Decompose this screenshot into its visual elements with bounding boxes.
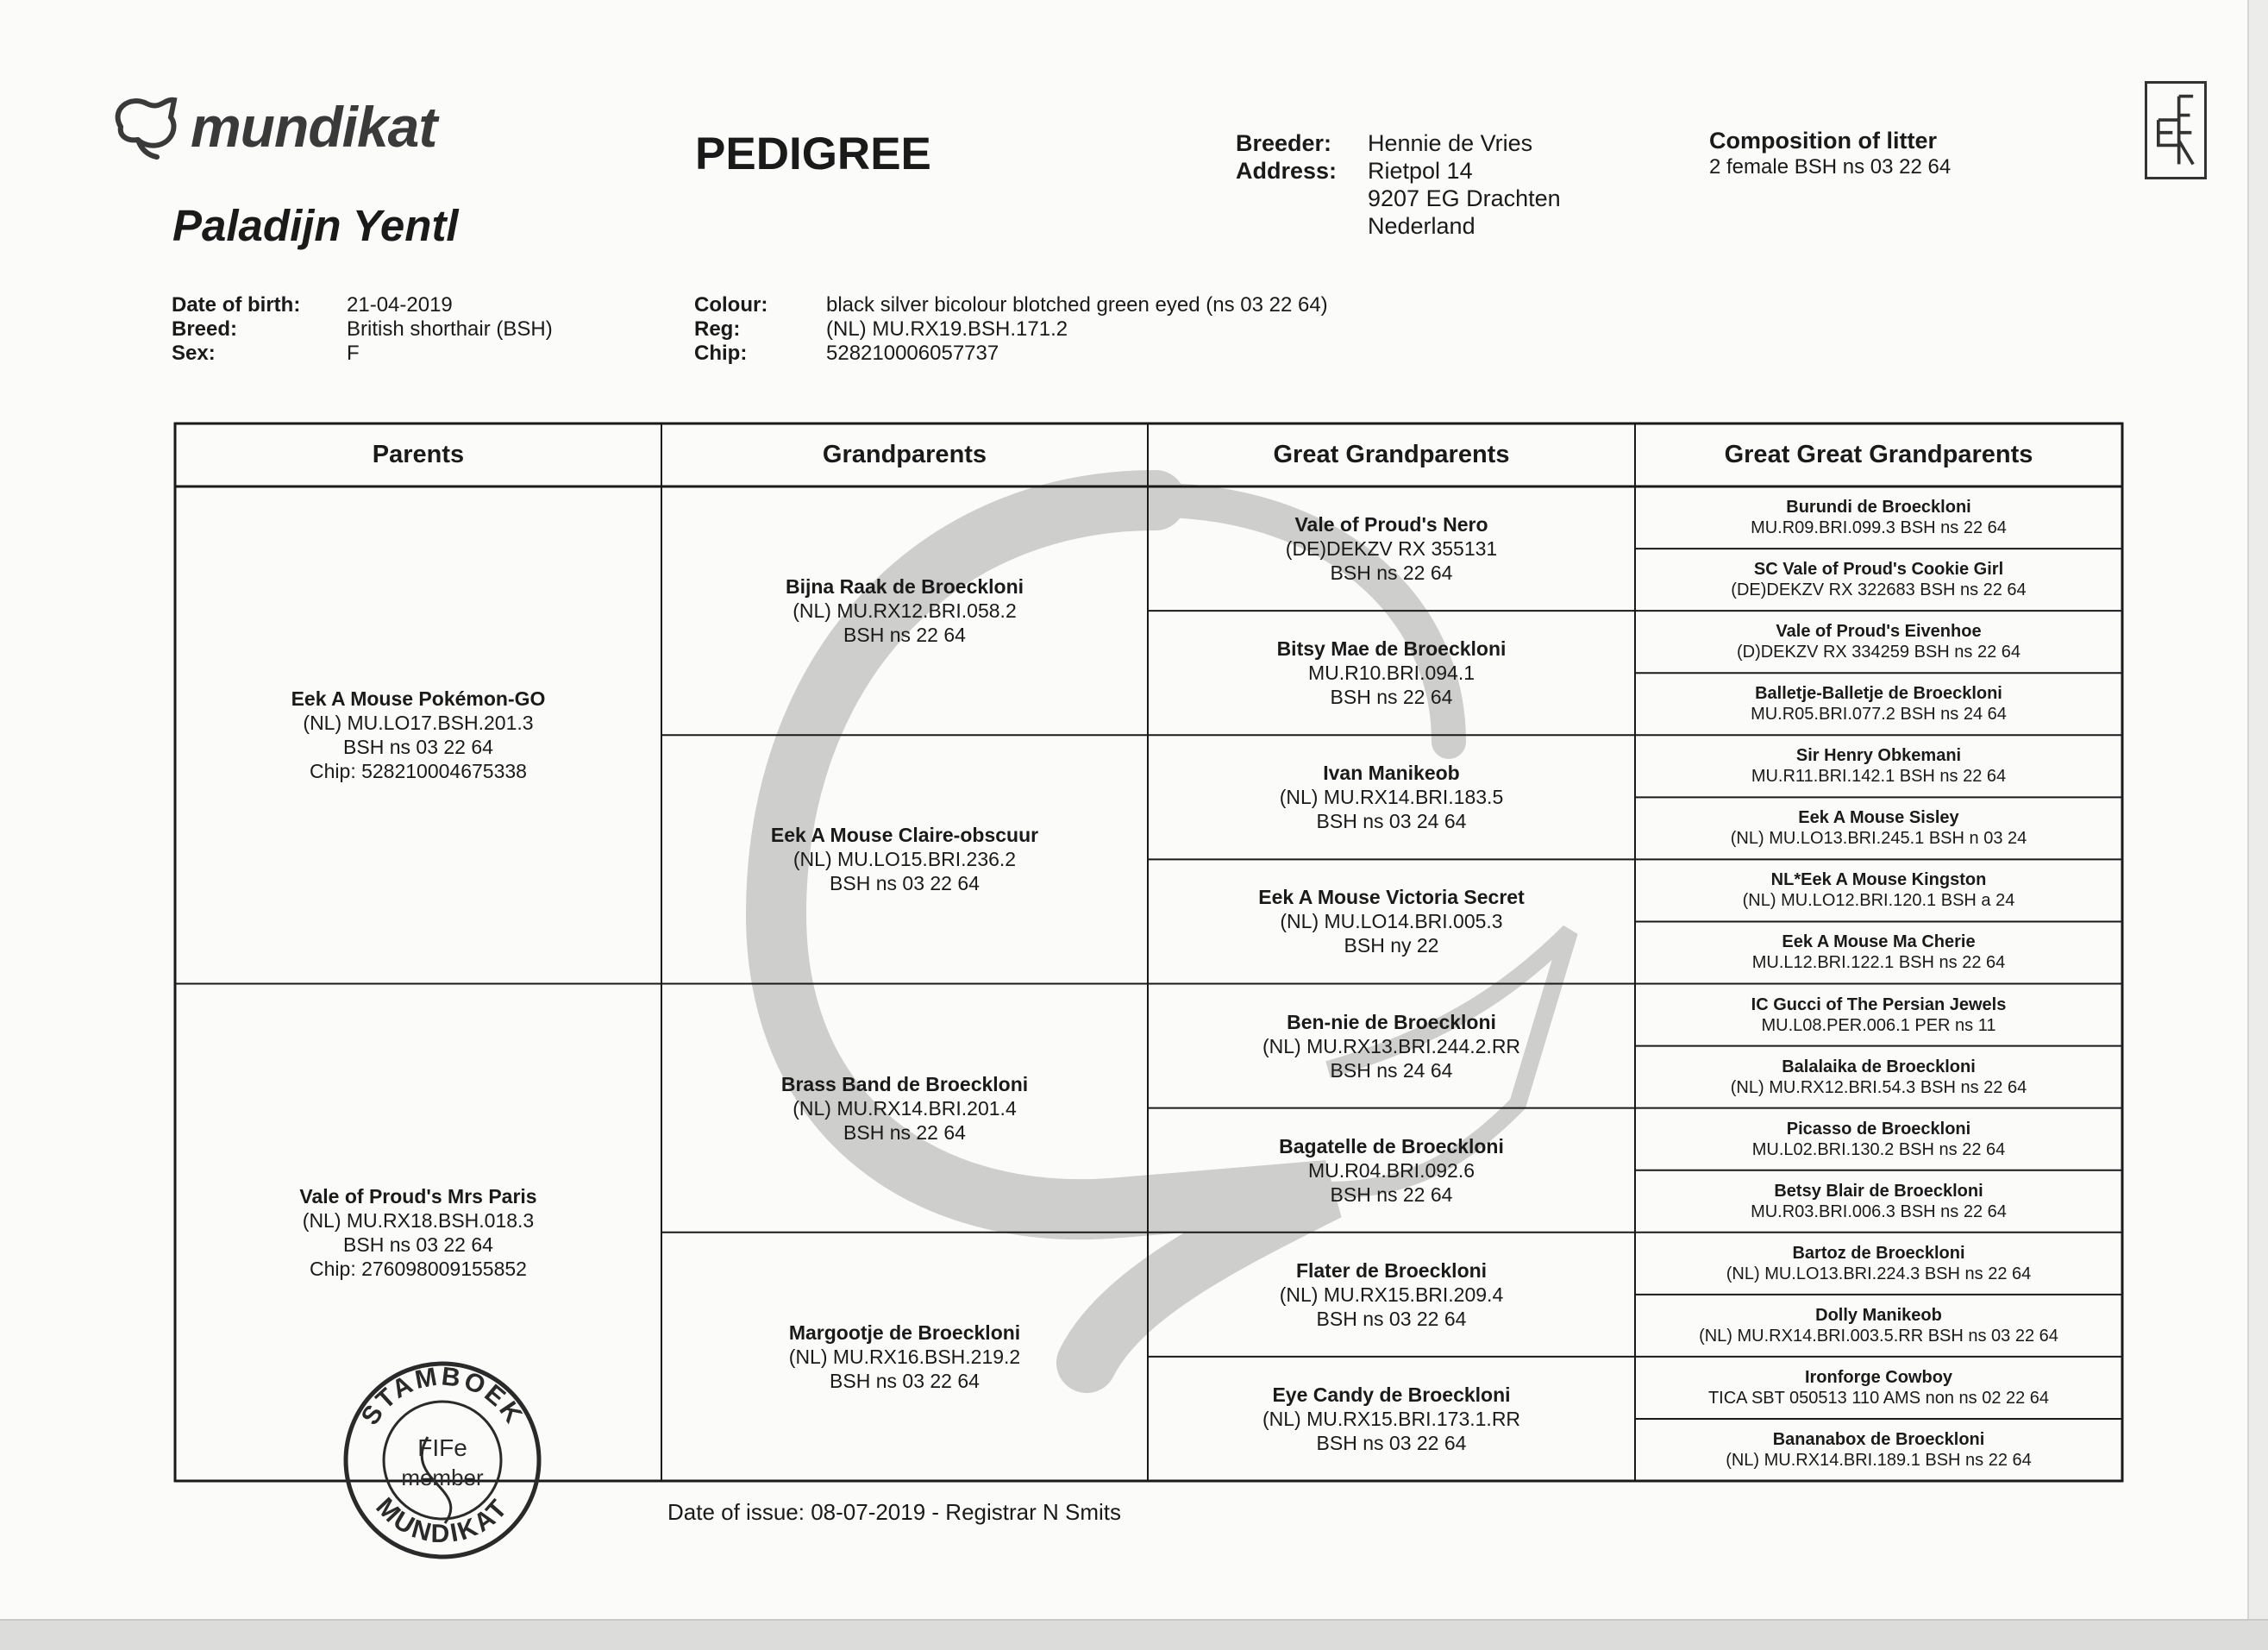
great-great-grandparent-cell	[1635, 1419, 2122, 1481]
great-great-grandparent-line: MU.L02.BRI.130.2 BSH ns 22 64	[1751, 1139, 2006, 1159]
great-grandparent-line: Bitsy Mae de Broeckloni	[1276, 637, 1507, 661]
great-great-grandparent-line: Bananabox de Broeckloni	[1772, 1429, 1985, 1449]
great-great-grandparent-line: Burundi de Broeckloni	[1786, 498, 1971, 518]
cat-logo-icon	[103, 88, 185, 166]
issue-date: Date of issue: 08-07-2019 - Registrar N Smits	[667, 1499, 1121, 1525]
great-great-grandparent-line: Eek A Mouse Ma Cherie	[1782, 932, 1976, 952]
great-great-grandparent-line: (NL) MU.RX14.BRI.189.1 BSH ns 22 64	[1726, 1450, 2032, 1470]
reg-value: (NL) MU.RX19.BSH.171.2	[826, 317, 1068, 341]
great-grandparent-cell	[1148, 1357, 1635, 1481]
reg-label: Reg:	[694, 317, 741, 341]
great-grandparent-line: (NL) MU.RX14.BRI.183.5	[1279, 786, 1504, 809]
sex-label: Sex:	[172, 342, 216, 365]
great-grandparent-cell	[1148, 984, 1635, 1108]
great-grandparent-line: Ben-nie de Broeckloni	[1287, 1010, 1496, 1033]
great-grandparent-line: MU.R10.BRI.094.1	[1307, 662, 1475, 685]
parent-cell	[175, 486, 661, 984]
great-great-grandparent-line: MU.R09.BRI.099.3 BSH ns 22 64	[1751, 518, 2007, 538]
great-great-grandparent-line: (NL) MU.LO13.BRI.224.3 BSH ns 22 64	[1726, 1264, 2032, 1283]
breeder-label: Breeder:	[1236, 130, 1332, 156]
dob-value: 21-04-2019	[347, 293, 453, 317]
great-great-grandparent-cell	[1635, 1170, 2122, 1233]
great-grandparent-line: Eek A Mouse Victoria Secret	[1258, 886, 1525, 909]
breeder-block	[1236, 129, 1667, 242]
breed-label: Breed:	[172, 317, 238, 341]
address-line-3: Nederland	[1368, 213, 1475, 239]
great-great-grandparent-line: (NL) MU.RX12.BRI.54.3 BSH ns 22 64	[1730, 1077, 2027, 1097]
great-grandparent-line: Ivan Manikeob	[1323, 762, 1460, 785]
stamp-center-2: member	[401, 1465, 484, 1490]
great-great-grandparent-cell	[1635, 673, 2122, 735]
great-great-grandparent-cell	[1635, 611, 2122, 673]
great-great-grandparent-line: NL*Eek A Mouse Kingston	[1770, 870, 1987, 890]
great-great-grandparent-line: SC Vale of Proud's Cookie Girl	[1753, 560, 2004, 580]
great-great-grandparent-line: (NL) MU.RX14.BRI.003.5.RR BSH ns 03 22 64	[1699, 1326, 2058, 1346]
great-great-grandparent-line: Ironforge Cowboy	[1804, 1367, 1953, 1387]
great-great-grandparent-line: TICA SBT 050513 110 AMS non ns 02 22 64	[1707, 1388, 2050, 1408]
stamp-bottom-text: MUNDIKAT	[370, 1492, 515, 1549]
grandparent-line: (NL) MU.RX12.BRI.058.2	[793, 599, 1017, 623]
great-great-grandparent-line: Bartoz de Broeckloni	[1792, 1243, 1965, 1263]
stamp-top-text: STAMBOEK	[355, 1362, 529, 1431]
sex-value: F	[347, 342, 360, 365]
great-great-grandparent-line: MU.R11.BRI.142.1 BSH ns 22 64	[1751, 767, 2007, 787]
grandparent-cell	[661, 486, 1148, 735]
grandparent-line: (NL) MU.RX14.BRI.201.4	[793, 1096, 1017, 1120]
great-great-grandparent-line: Picasso de Broeckloni	[1786, 1119, 1971, 1139]
great-grandparent-line: Flater de Broeckloni	[1295, 1258, 1488, 1282]
great-grandparent-line: BSH ns 24 64	[1330, 1058, 1453, 1082]
great-grandparent-line: (NL) MU.RX15.BRI.173.1.RR	[1262, 1407, 1521, 1430]
great-great-grandparent-cell	[1635, 797, 2122, 859]
parent-line: Eek A Mouse Pokémon-GO	[291, 687, 546, 711]
great-great-grandparent-line: (DE)DEKZV RX 322683 BSH ns 22 64	[1731, 580, 2027, 600]
great-great-grandparent-line: IC Gucci of The Persian Jewels	[1751, 994, 2007, 1014]
great-grandparent-line: BSH ns 03 22 64	[1316, 1431, 1467, 1454]
great-great-grandparent-cell	[1635, 1046, 2122, 1108]
litter-title: Composition of litter	[1709, 128, 1937, 154]
great-grandparent-cell	[1148, 486, 1635, 611]
info-left	[172, 293, 620, 371]
great-grandparent-line: BSH ns 03 24 64	[1316, 810, 1467, 833]
grandparent-line: BSH ns 22 64	[843, 1120, 966, 1144]
great-great-grandparent-line: MU.L08.PER.006.1 PER ns 11	[1761, 1015, 1996, 1035]
great-great-grandparent-line: Vale of Proud's Eivenhoe	[1776, 622, 1982, 642]
document-title: PEDIGREE	[695, 129, 931, 179]
great-great-grandparent-cell	[1635, 1233, 2122, 1295]
parent-line: Chip: 276098009155852	[310, 1257, 527, 1280]
great-great-grandparent-line: Balletje-Balletje de Broeckloni	[1755, 684, 2002, 704]
colour-label: Colour:	[694, 293, 768, 317]
great-great-grandparent-cell	[1635, 1108, 2122, 1170]
info-middle	[694, 293, 1470, 371]
parent-line: (NL) MU.LO17.BSH.201.3	[303, 712, 534, 735]
fife-logo	[2145, 81, 2207, 179]
paper-edge-bottom	[0, 1619, 2268, 1650]
grandparent-cell	[661, 735, 1148, 983]
great-great-grandparent-cell	[1635, 921, 2122, 983]
parent-line: Chip: 528210004675338	[310, 760, 527, 783]
great-grandparent-line: (NL) MU.RX13.BRI.244.2.RR	[1262, 1034, 1521, 1057]
great-grandparent-line: BSH ns 22 64	[1330, 1183, 1453, 1206]
great-great-grandparent-line: (NL) MU.LO12.BRI.120.1 BSH a 24	[1742, 891, 2015, 911]
breeder-name: Hennie de Vries	[1368, 130, 1533, 156]
great-great-grandparent-line: MU.L12.BRI.122.1 BSH ns 22 64	[1751, 953, 2006, 973]
svg-text:STAMBOEK	[356, 1362, 529, 1430]
great-grandparent-line: BSH ny 22	[1344, 934, 1439, 957]
great-great-grandparent-line: Eek A Mouse Sisley	[1798, 808, 1959, 828]
great-great-grandparent-line: (NL) MU.LO13.BRI.245.1 BSH n 03 24	[1730, 829, 2027, 849]
litter-value: 2 female BSH ns 03 22 64	[1709, 155, 1952, 179]
grandparent-line: Brass Band de Broeckloni	[780, 1072, 1029, 1095]
address-label: Address:	[1236, 158, 1338, 184]
header-parents: Parents	[372, 441, 465, 468]
grandparent-line: Eek A Mouse Claire-obscuur	[770, 824, 1039, 847]
header-grandparents: Grandparents	[822, 441, 987, 468]
fife-logo-icon	[2147, 84, 2204, 177]
great-great-grandparent-line: MU.R03.BRI.006.3 BSH ns 22 64	[1751, 1201, 2007, 1221]
dob-label: Date of birth:	[172, 293, 301, 317]
grandparent-line: Margootje de Broeckloni	[788, 1321, 1021, 1344]
stamp-center-1: FIFe	[417, 1434, 467, 1461]
colour-value: black silver bicolour blotched green eyed (ns 03 22 64)	[826, 293, 1328, 317]
grandparent-cell	[661, 984, 1148, 1233]
great-great-grandparent-line: MU.R05.BRI.077.2 BSH ns 24 64	[1751, 705, 2007, 725]
great-grandparent-cell	[1148, 1108, 1635, 1233]
chip-value: 528210006057737	[826, 342, 999, 365]
parent-line: (NL) MU.RX18.BSH.018.3	[302, 1208, 535, 1232]
great-grandparent-line: (NL) MU.RX15.BRI.209.4	[1279, 1283, 1504, 1306]
great-grandparent-line: BSH ns 03 22 64	[1316, 1307, 1467, 1330]
parent-line: Vale of Proud's Mrs Paris	[299, 1184, 537, 1208]
great-grandparent-cell	[1148, 1233, 1635, 1357]
parent-line: BSH ns 03 22 64	[343, 1233, 493, 1256]
mundikat-logo	[103, 88, 436, 166]
grandparent-line: (NL) MU.RX16.BSH.219.2	[788, 1345, 1021, 1368]
great-great-grandparent-cell	[1635, 486, 2122, 549]
great-great-grandparent-line: (D)DEKZV RX 334259 BSH ns 22 64	[1736, 643, 2021, 662]
cat-name: Paladijn Yentl	[172, 201, 459, 250]
great-great-grandparent-line: Balalaika de Broeckloni	[1782, 1057, 1976, 1076]
great-grandparent-line: Vale of Proud's Nero	[1294, 513, 1488, 536]
svg-text:MUNDIKAT	[370, 1492, 514, 1548]
paper-edge-right	[2247, 0, 2268, 1650]
great-great-grandparent-cell	[1635, 984, 2122, 1046]
great-grandparent-line: (DE)DEKZV RX 355131	[1285, 537, 1498, 561]
great-great-grandparent-line: Betsy Blair de Broeckloni	[1774, 1181, 1983, 1201]
great-great-grandparent-cell	[1635, 549, 2122, 611]
header-great-grandparents: Great Grandparents	[1273, 441, 1510, 468]
great-great-grandparent-cell	[1635, 735, 2122, 797]
stamboek-stamp	[341, 1359, 543, 1561]
grandparent-line: BSH ns 03 22 64	[830, 1369, 980, 1392]
grandparent-line: (NL) MU.LO15.BRI.236.2	[793, 848, 1017, 871]
great-great-grandparent-line: Dolly Manikeob	[1815, 1305, 1942, 1325]
great-great-grandparent-cell	[1635, 1295, 2122, 1357]
header-great-great-grandparents: Great Great Grandparents	[1724, 441, 2033, 468]
grandparent-line: BSH ns 03 22 64	[830, 872, 980, 895]
breed-value: British shorthair (BSH)	[347, 317, 553, 341]
great-grandparent-line: BSH ns 22 64	[1330, 686, 1453, 709]
great-grandparent-cell	[1148, 859, 1635, 983]
great-grandparent-cell	[1148, 735, 1635, 859]
great-great-grandparent-cell	[1635, 1357, 2122, 1419]
great-great-grandparent-cell	[1635, 859, 2122, 921]
great-grandparent-cell	[1148, 611, 1635, 735]
great-great-grandparent-line: Sir Henry Obkemani	[1795, 746, 1962, 766]
parent-line: BSH ns 03 22 64	[343, 736, 493, 759]
great-grandparent-line: MU.R04.BRI.092.6	[1307, 1158, 1475, 1182]
grandparent-cell	[661, 1233, 1148, 1481]
grandparent-line: Bijna Raak de Broeckloni	[785, 575, 1024, 599]
great-grandparent-line: (NL) MU.LO14.BRI.005.3	[1280, 910, 1503, 933]
great-grandparent-line: Bagatelle de Broeckloni	[1279, 1134, 1504, 1158]
address-line-1: Rietpol 14	[1368, 158, 1473, 184]
great-grandparent-line: BSH ns 22 64	[1330, 562, 1453, 585]
address-line-2: 9207 EG Drachten	[1368, 185, 1561, 211]
chip-label: Chip:	[694, 342, 748, 365]
grandparent-line: BSH ns 22 64	[843, 624, 966, 647]
great-grandparent-line: Eye Candy de Broeckloni	[1272, 1383, 1511, 1406]
logo-text: mundikat	[191, 95, 437, 159]
